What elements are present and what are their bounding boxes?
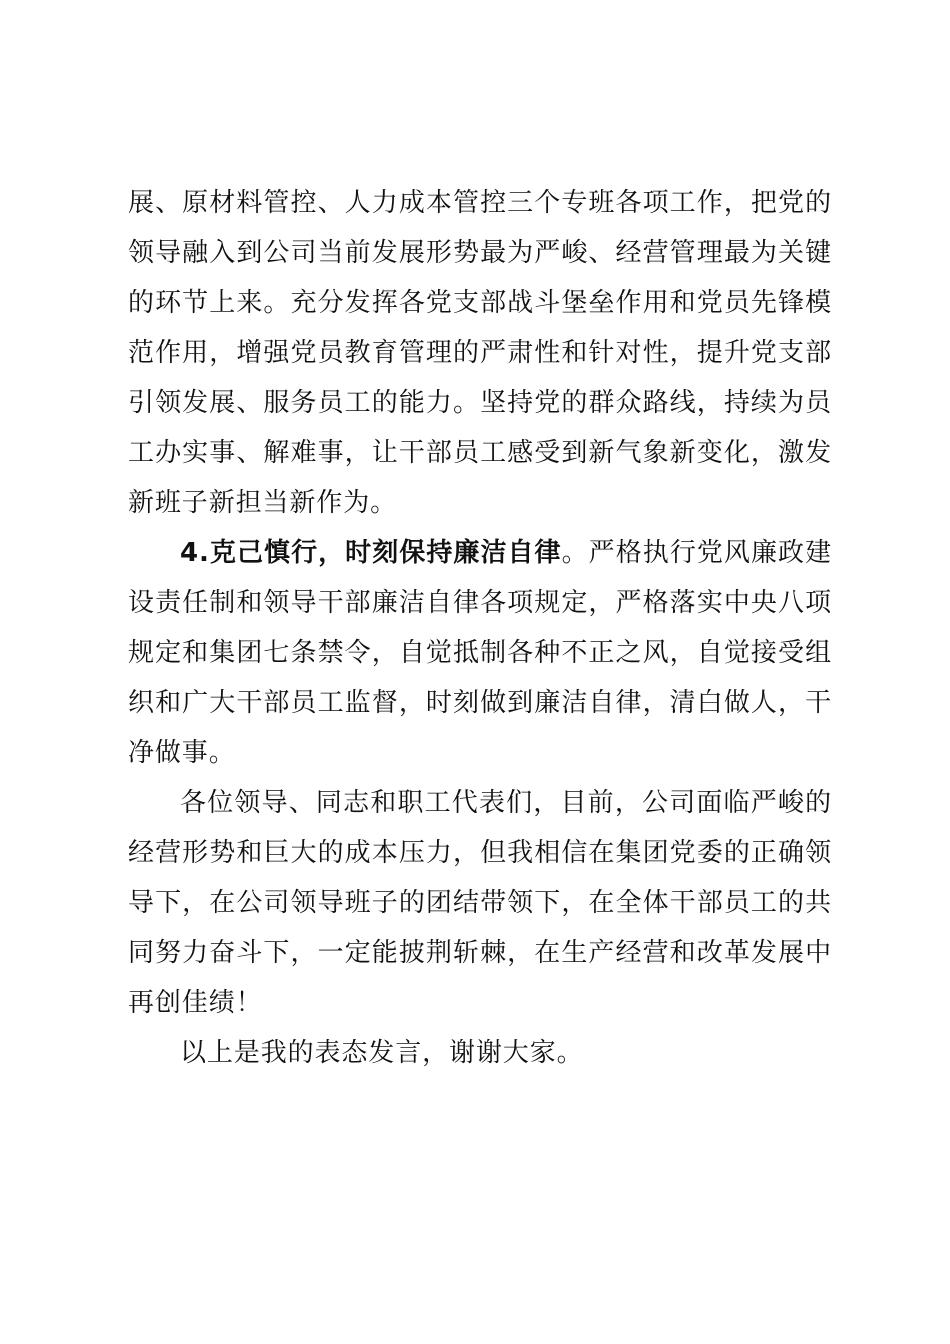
paragraph-integrity-body: 。严格执行党风廉政建设责任制和领导干部廉洁自律各项规定，严格落实中央八项规定和集团七条禁令，自觉抵制各种不正之风，自觉接受组织和广大干部员工监督，时刻做到廉洁自律，清白做人，干净做事。 (128, 538, 832, 768)
section-heading-integrity: 4.克己慎行，时刻保持廉洁自律 (180, 538, 562, 568)
paragraph-closing-appeal: 各位领导、同志和职工代表们，目前，公司面临严峻的经营形势和巨大的成本压力，但我相信在集团党委的正确领导下，在公司领导班子的团结带领下，在全体干部员工的共同努力奋斗下，一定能披荆斩棘，在生产经营和改革发展中再创佳绩！ (128, 788, 832, 1018)
paragraph-thanks: 以上是我的表态发言，谢谢大家。 (180, 1038, 584, 1068)
paragraph-integrity (128, 528, 832, 778)
document-body (128, 178, 832, 1078)
paragraph-party-leadership: 展、原材料管控、人力成本管控三个专班各项工作，把党的领导融入到公司当前发展形势最为严峻、经营管理最为关键的环节上来。充分发挥各党支部战斗堡垒作用和党员先锋模范作用，增强党员教育管理的严肃性和针对性，提升党支部引领发展、服务员工的能力。坚持党的群众路线，持续为员工办实事、解难事，让干部员工感受到新气象新变化，激发新班子新担当新作为。 (128, 188, 832, 518)
